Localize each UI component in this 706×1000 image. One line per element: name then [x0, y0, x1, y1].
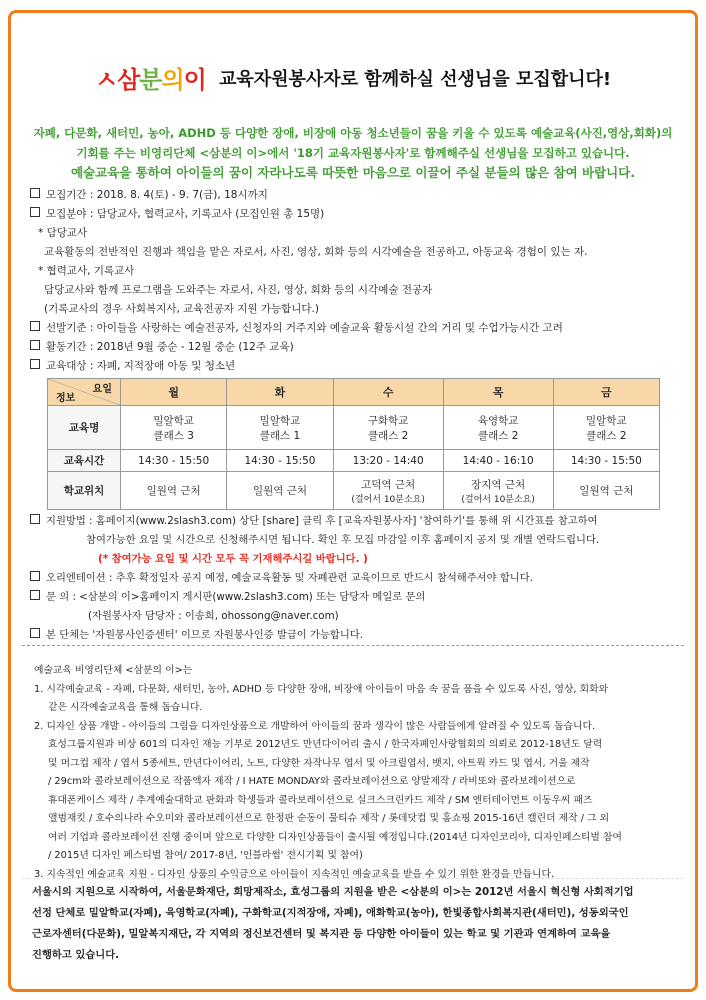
- about-section: [34, 662, 674, 884]
- bullet-square-icon: [30, 628, 40, 638]
- about-item: 같은 시각예술교육을 통해 돕습니다.: [48, 702, 203, 713]
- day-header: 수: [333, 379, 443, 406]
- intro-text: [20, 123, 686, 183]
- education-target: 교육대상 : 자폐, 지적장애 아동 및 청소년: [46, 360, 236, 372]
- bullet-square-icon: [30, 207, 40, 217]
- about-item: 여러 기업과 콜라보레이션 진행 중이며 앞으로 다양한 디자인상품들이 출시될 예정입니다.(2014년 디자인코리아, 디자인페스티벌 참여: [48, 831, 622, 843]
- teacher-description: 교육활동의 전반적인 진행과 책임을 맡은 자로서, 사진, 영상, 회화 등의 시각예술을 전공하고, 아동교육 경험이 있는 자.: [44, 246, 588, 258]
- apply-note: (* 참여가능 요일 및 시간 모두 꼭 기재해주시길 바랍니다. ): [98, 553, 368, 565]
- about-item: 2. 디자인 상품 개발 - 아이들의 그림을 디자인상품으로 개발하여 아이들의 꿈과 생각이 많은 사람들에게 알려질 수 있도록 돕습니다.: [34, 720, 596, 732]
- recruit-period: 모집기간 : 2018. 8. 4(토) - 9. 7(금), 18시까지: [46, 189, 268, 201]
- about-item: 효성그룹지원과 비상 601의 디자인 재능 기부로 2012년도 만년다이어리 출시 / 한국자폐인사랑협회의 의뢰로 2012-18년도 달력: [48, 739, 603, 750]
- table-cell: 밀알학교 클래스 1: [227, 406, 333, 450]
- day-header: 월: [121, 379, 227, 406]
- activity-period: 활동기간 : 2018년 9월 중순 - 12월 중순 (12주 교육): [46, 341, 294, 353]
- table-cell: 14:30 - 15:50: [121, 450, 227, 472]
- contact-person: (자원봉사자 담당자 : 이송희, ohossong@naver.com): [88, 610, 339, 622]
- teacher-heading: * 담당교사: [38, 227, 88, 239]
- section-divider: [22, 878, 684, 879]
- bullet-square-icon: [30, 188, 40, 198]
- bullet-square-icon: [30, 571, 40, 581]
- schedule-header-row: [48, 379, 660, 406]
- day-header: 화: [227, 379, 333, 406]
- row-header: 교육시간: [48, 450, 121, 472]
- intro-line: 예술교육을 통하여 아이들의 꿈이 자라나도록 따뜻한 마음으로 이끌어 주실 분들의 많은 참여 바랍니다.: [70, 165, 636, 180]
- bullet-square-icon: [30, 590, 40, 600]
- about-item: / 29cm와 콜라보레이션으로 작품액자 제작 / I HATE MONDAY와 콜라보레이션으로 양말제작 / 라비또와 콜라보레이션으로: [48, 776, 576, 787]
- table-cell: 14:30 - 15:50: [553, 450, 659, 472]
- about-item: 3. 지속적인 예술교육 지원 - 디자인 상품의 수익금으로 아이들이 지속적인 예술교육을 받을 수 있기 위한 환경을 만듭니다.: [34, 868, 555, 880]
- coop-description-note: (기록교사의 경우 사회복지사, 교육전공자 지원 가능합니다.): [44, 303, 319, 315]
- row-header: 교육명: [48, 406, 121, 450]
- bullet-square-icon: [30, 514, 40, 524]
- table-cell: 구화학교 클래스 2: [333, 406, 443, 450]
- recruit-details: [30, 186, 680, 376]
- day-header: 목: [443, 379, 553, 406]
- apply-method: 지원방법 : 홈페이지(www.2slash3.com) 상단 [share] 클릭 후 [교육자원봉사자] '참여하기'를 통해 위 시간표를 참고하여: [46, 515, 598, 527]
- brand-logo: ㅅ삼분의이: [94, 66, 206, 94]
- footer-line: 서울시의 지원으로 시작하여, 서울문화재단, 희망제작소, 효성그룹의 지원을 받은 <삼분의 이>는 2012년 서울시 혁신형 사회적기업: [32, 886, 634, 898]
- about-item: 및 머그컵 제작 / 엽서 5종세트, 만년다이어리, 노트, 다양한 자작나무 엽서 및 아크릴엽서, 뱃지, 아트웍 카드 및 엽서, 거울 제작: [48, 757, 590, 769]
- about-heading: 예술교육 비영리단체 <삼분의 이>는: [34, 665, 193, 676]
- page-title: 교육자원봉사자로 함께하실 선생님을 모집합니다!: [218, 68, 612, 90]
- day-header: 금: [553, 379, 659, 406]
- bullet-square-icon: [30, 340, 40, 350]
- coop-heading: * 협력교사, 기록교사: [38, 265, 135, 277]
- recruit-field: 모집분야 : 담당교사, 협력교사, 기록교사 (모집인원 총 15명): [46, 208, 325, 220]
- footer-line: 근로자센터(다문화), 밀알복지재단, 각 지역의 정신보건센터 및 복지관 등 다양한 아이들이 있는 학교 및 기관과 연계하여 교육을: [32, 928, 611, 940]
- footer-line: 진행하고 있습니다.: [32, 949, 120, 961]
- about-item: 1. 시각예술교육 - 자폐, 다문화, 새터민, 농아, ADHD 등 다양한 장애, 비장애 아이들이 마음 속 꿈을 품을 수 있도록 사진, 영상, 회화와: [34, 683, 609, 695]
- bullet-square-icon: [30, 359, 40, 369]
- selection-criteria: 선발기준 : 아이들을 사랑하는 예술전공자, 신청자의 거주지와 예술교육 활동시설 간의 거리 및 수업가능시간 고려: [46, 322, 563, 334]
- section-divider: [22, 645, 684, 646]
- footer-text: [32, 882, 672, 966]
- table-cell: 밀알학교 클래스 3: [121, 406, 227, 450]
- table-cell: 일원역 근처: [121, 472, 227, 510]
- apply-method-cont: 참여가능한 요일 및 시간으로 신청해주시면 됩니다. 확인 후 모집 마감일 이후 홈페이지 공지 및 개별 연락드립니다.: [86, 534, 600, 546]
- schedule-table: [47, 378, 660, 510]
- schedule-corner: 요일 정보: [48, 379, 121, 406]
- footer-line: 선정 단체로 밀알학교(자폐), 육영학교(자폐), 구화학교(지적장애, 자폐), 애화학교(농아), 한빛종합사회복지관(새터민), 성동외국인: [32, 907, 629, 919]
- table-cell: 밀알학교 클래스 2: [553, 406, 659, 450]
- apply-section: [30, 512, 680, 645]
- bullet-square-icon: [30, 321, 40, 331]
- table-row: [48, 406, 660, 450]
- table-row: [48, 472, 660, 510]
- table-cell: 일원역 근처: [553, 472, 659, 510]
- table-cell: 육영학교 클래스 2: [443, 406, 553, 450]
- table-cell: 고덕역 근처 (걸어서 10분소요): [333, 472, 443, 510]
- about-item: 휴대폰케이스 제작 / 추계예술대학교 판화과 학생들과 콜라보레이션으로 실크스크린카드 제작 / SM 엔터테이먼트 이동우씨 패즈: [48, 794, 593, 806]
- header: [0, 60, 706, 95]
- row-header: 학교위치: [48, 472, 121, 510]
- coop-description: 담당교사와 함께 프로그램을 도와주는 자로서, 사진, 영상, 회화 등의 시각예술 전공자: [44, 284, 433, 296]
- intro-line: 기회를 주는 비영리단체 <삼분의 이>에서 '18기 교육자원봉사자'로 함께해주실 선생님을 모집하고 있습니다.: [76, 146, 630, 160]
- table-row: [48, 450, 660, 472]
- intro-line: 자폐, 다문화, 새터민, 농아, ADHD 등 다양한 장애, 비장애 아동 청소년들이 꿈을 키울 수 있도록 예술교육(사진,영상,회화)의: [33, 126, 673, 140]
- table-cell: 14:40 - 16:10: [443, 450, 553, 472]
- table-cell: 일원역 근처: [227, 472, 333, 510]
- certification-note: 본 단체는 '자원봉사인증센터' 이므로 자원봉사인증 발급이 가능합니다.: [46, 629, 364, 641]
- about-item: 앨범재킷 / 호수의나라 수오미와 콜라보레이션으로 한정판 순동이 물티슈 제작 / 롯데닷컴 및 홈쇼핑 2015-16년 캘린더 제작 / 그 외: [48, 813, 610, 824]
- table-cell: 14:30 - 15:50: [227, 450, 333, 472]
- contact-info: 문 의 : <삼분의 이>홈페이지 게시판(www.2slash3.com) 또는 담당자 메일로 문의: [46, 591, 426, 603]
- about-item: / 2015년 디자인 페스티벌 참여/ 2017-8년, '인블라썸' 전시기획 및 참여): [48, 850, 363, 861]
- table-cell: 장지역 근처 (걸어서 10분소요): [443, 472, 553, 510]
- orientation: 오리엔테이션 : 추후 확정일자 공지 예정, 예술교육활동 및 자폐관련 교육이므로 반드시 참석해주셔야 합니다.: [46, 572, 533, 584]
- table-cell: 13:20 - 14:40: [333, 450, 443, 472]
